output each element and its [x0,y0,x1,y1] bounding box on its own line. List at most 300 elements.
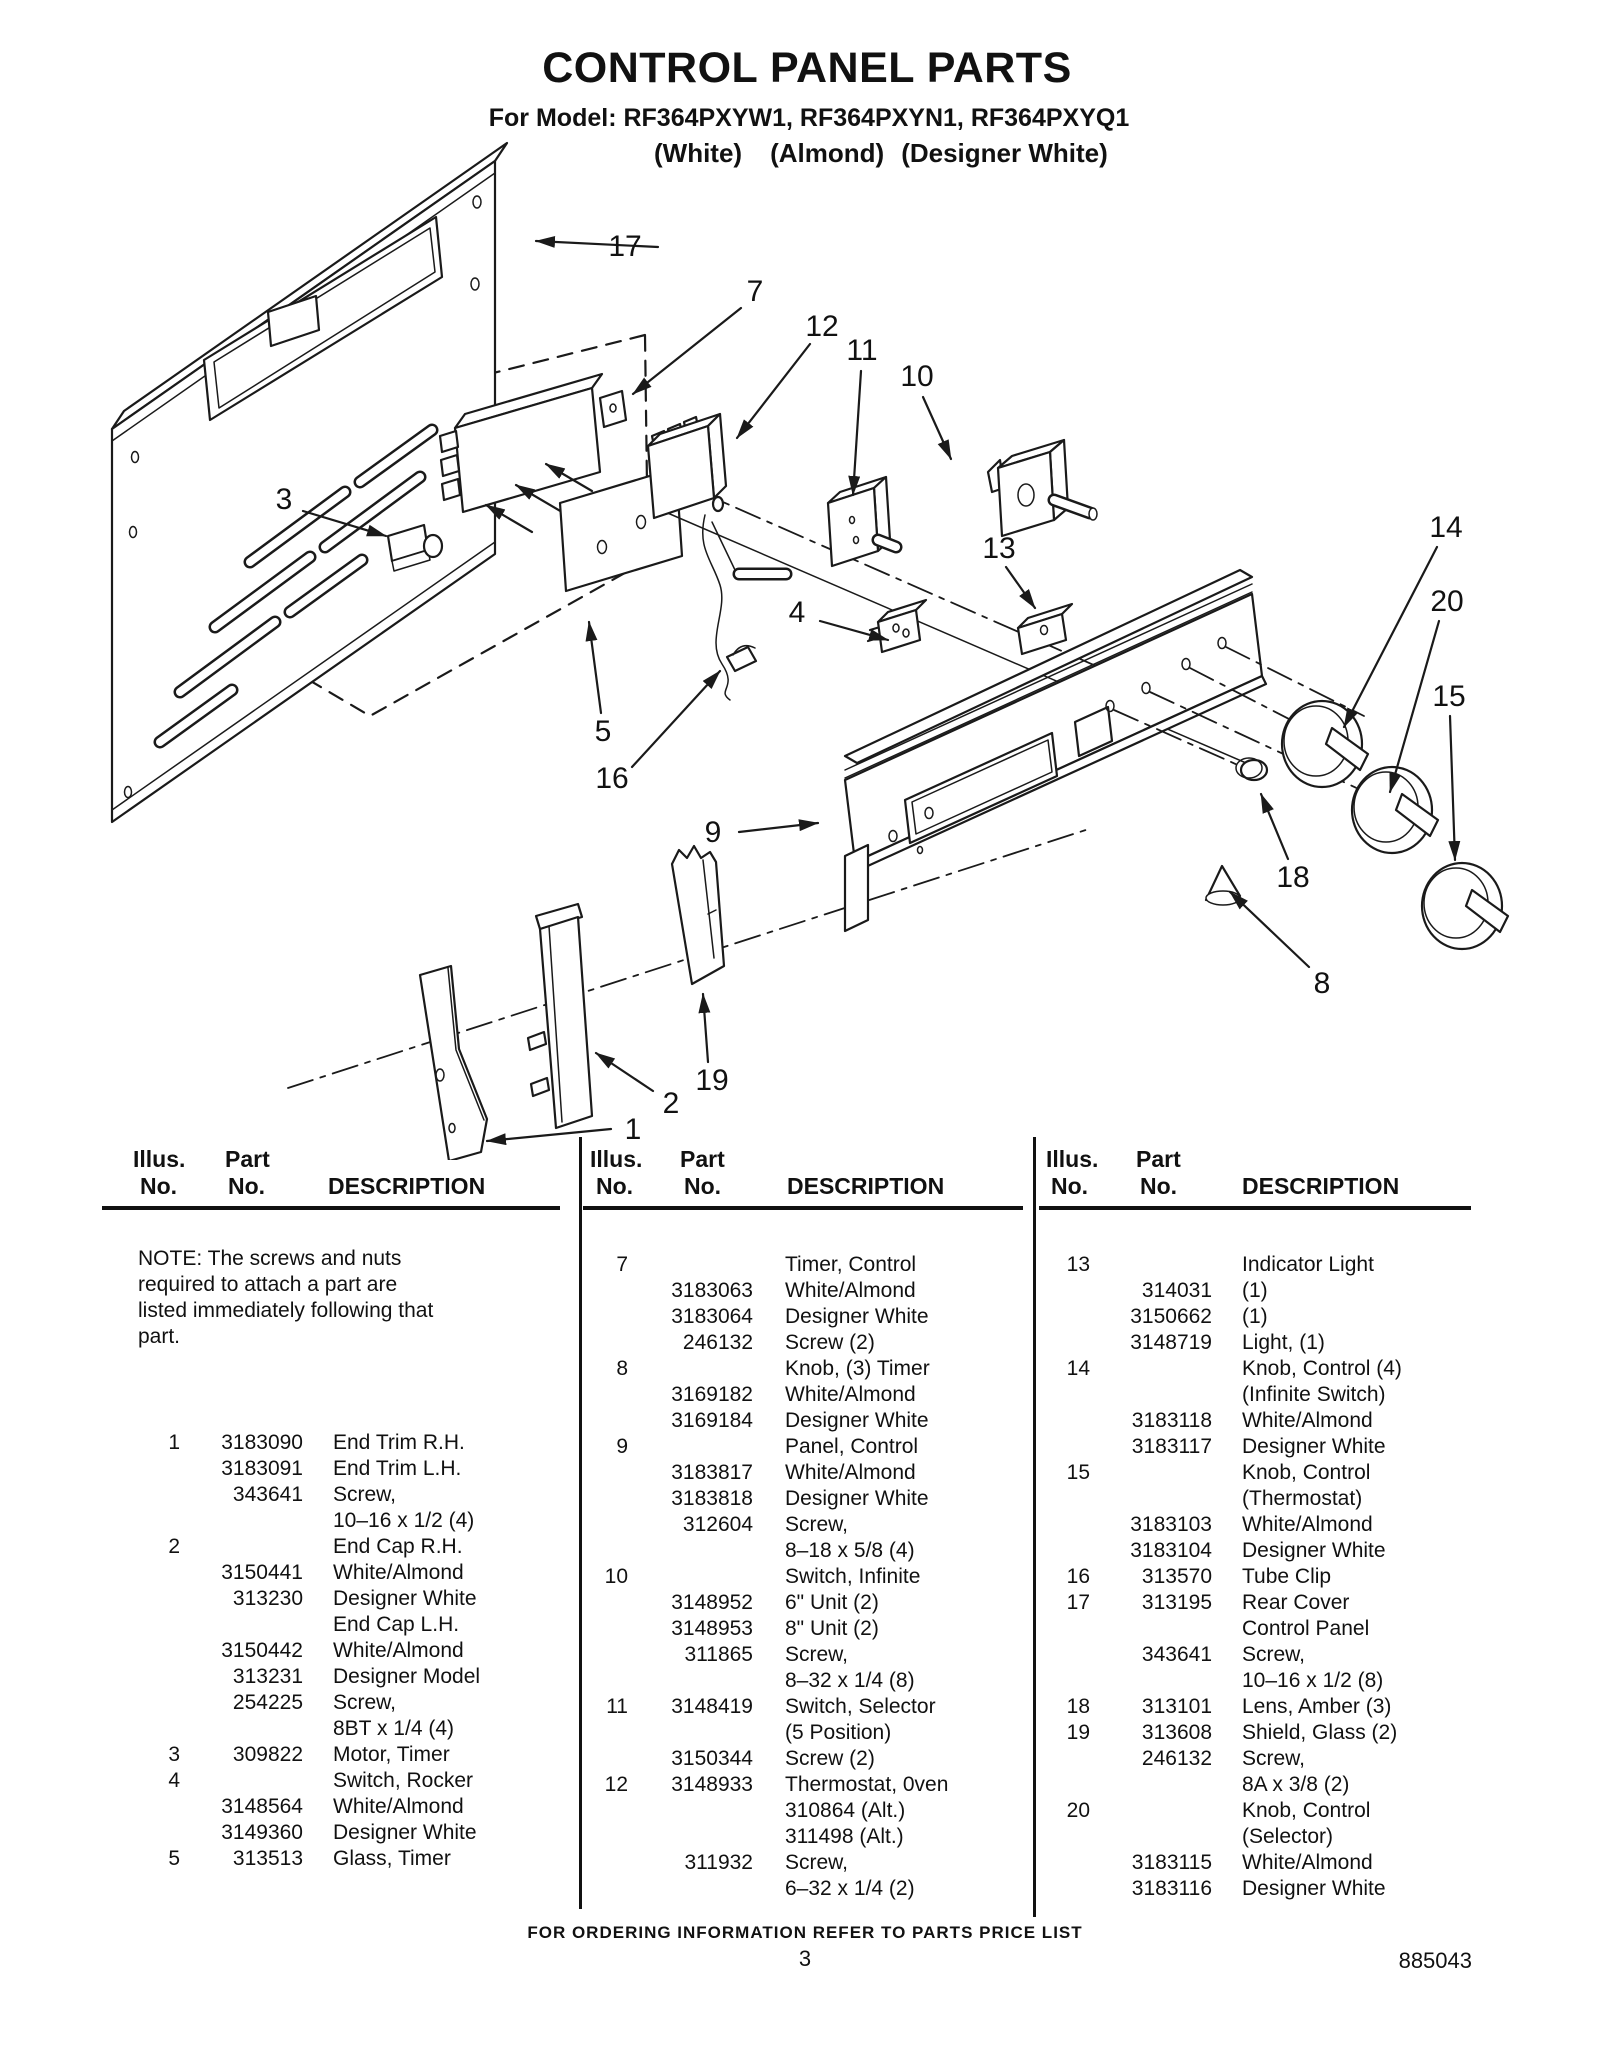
ordering-info-line: FOR ORDERING INFORMATION REFER TO PARTS PRICE LIST [527,1923,1083,1942]
table-row [1046,1590,1476,1616]
cell-description: (Selector) [1242,1825,1334,1848]
cell-description: Designer White [1242,1877,1386,1900]
header-illus: Illus. [590,1146,643,1172]
cell-illus-no [1046,1538,1090,1564]
cell-illus-no [590,1642,628,1668]
diagram-callout-number: 12 [805,310,839,343]
cell-illus-no: 10 [604,1565,628,1588]
cell-illus-no [1046,1330,1090,1356]
cell-description: 8" Unit (2) [785,1617,879,1640]
table-row [1046,1356,1476,1382]
cell-description: Screw, [785,1851,849,1874]
header-rule [102,1206,560,1210]
diagram-callout-number: 15 [1432,680,1466,713]
cell-illus-no: 15 [1066,1461,1090,1484]
table-row [1046,1512,1476,1538]
cell-part-no: 3183818 [671,1487,753,1510]
diagram-callout-number: 10 [900,360,934,393]
table-row [100,1430,562,1456]
cell-part-no [628,1538,753,1564]
table-row [1046,1486,1476,1512]
end-cap [528,904,592,1128]
cell-description: Indicator Light [1242,1253,1374,1276]
table-row [1046,1460,1476,1486]
cell-description: End Cap L.H. [333,1613,460,1636]
column-divider [579,1137,582,1909]
table-row [100,1664,562,1690]
cell-description: Designer White [785,1305,929,1328]
selector-switch [828,477,896,566]
cell-illus-no: 18 [1066,1695,1090,1718]
table-row [100,1716,562,1742]
table-row [100,1794,562,1820]
header-illus: Illus. [1046,1146,1099,1172]
table-row [1046,1408,1476,1434]
cell-description: White/Almond [333,1561,464,1584]
header-description: DESCRIPTION [787,1173,945,1199]
cell-illus-no [590,1720,628,1746]
cell-illus-no [590,1330,628,1356]
cell-description: Knob, Control (4) [1242,1357,1402,1380]
indicator-light [1018,604,1072,654]
header-rule [1039,1206,1471,1210]
cell-illus-no [590,1798,628,1824]
table-row [590,1512,1026,1538]
cell-description: White/Almond [785,1461,916,1484]
cell-illus-no: 20 [1066,1799,1090,1822]
table-row [590,1850,1026,1876]
cell-part-no: 3183817 [671,1461,753,1484]
table-row [1046,1564,1476,1590]
cell-part-no [1090,1252,1212,1278]
header-no: No. [684,1173,722,1199]
diagram-callout-number: 20 [1430,585,1464,618]
table-row [590,1538,1026,1564]
cell-part-no: 313230 [232,1587,303,1610]
cell-description: White/Almond [785,1383,916,1406]
table-row [1046,1746,1476,1772]
cell-part-no [628,1252,753,1278]
table-row [1046,1876,1476,1902]
cell-illus-no [100,1664,180,1690]
table-row [1046,1538,1476,1564]
cell-illus-no [590,1668,628,1694]
cell-illus-no [590,1746,628,1772]
cell-part-no: 3183116 [1131,1877,1212,1900]
cell-illus-no [590,1876,628,1902]
cell-description: 6–32 x 1/4 (2) [785,1877,915,1900]
cell-description: White/Almond [785,1279,916,1302]
cell-description: (5 Position) [785,1721,892,1744]
page-number: 3 [798,1946,812,1971]
cell-description: End Trim L.H. [333,1457,462,1480]
cell-description: 10–16 x 1/2 (4) [333,1509,475,1532]
cell-description: White/Almond [1242,1851,1373,1874]
cell-description: Screw, [1242,1747,1306,1770]
cell-part-no: 3148419 [671,1695,753,1718]
cell-description: Designer White [1242,1539,1386,1562]
table-row [1046,1798,1476,1824]
cell-illus-no [590,1408,628,1434]
cell-part-no [1090,1382,1212,1408]
cell-part-no: 3150441 [221,1561,303,1584]
cell-part-no [1090,1356,1212,1382]
table-row [590,1720,1026,1746]
cell-part-no: 3169182 [671,1383,753,1406]
diagram-callout-number: 1 [624,1113,642,1146]
model-numbers: For Model: RF364PXYW1, RF364PXYN1, RF364PXYQ1 [488,104,1130,132]
table-row [1046,1694,1476,1720]
table-row [100,1638,562,1664]
cell-illus-no [1046,1278,1090,1304]
cell-part-no: 313513 [232,1847,303,1870]
cell-description: Screw (2) [785,1331,875,1354]
cell-description: Motor, Timer [333,1743,450,1766]
cell-illus-no [100,1820,180,1846]
diagram-callout-number: 8 [1313,967,1331,1000]
header-description: DESCRIPTION [328,1173,486,1199]
table-row [590,1590,1026,1616]
cell-illus-no [590,1304,628,1330]
cell-description: 8–32 x 1/4 (8) [785,1669,915,1692]
color-designer-white: (Designer White) [901,138,1108,168]
cell-part-no: 3150442 [221,1639,303,1662]
cell-description: Shield, Glass (2) [1242,1721,1398,1744]
diagram-callout-number: 2 [662,1087,680,1120]
table-row [590,1564,1026,1590]
diagram-callout-number: 18 [1276,861,1310,894]
cell-description: Control Panel [1242,1617,1370,1640]
table-row [1046,1304,1476,1330]
cell-description: Designer White [333,1821,477,1844]
table-row [590,1252,1026,1278]
cell-illus-no [100,1586,180,1612]
cell-illus-no [1046,1512,1090,1538]
cell-description: White/Almond [1242,1409,1373,1432]
cell-part-no [1090,1798,1212,1824]
table-row [100,1690,562,1716]
table-row [100,1586,562,1612]
header-no: No. [1051,1173,1089,1199]
table-row [1046,1252,1476,1278]
header-illus: Illus. [133,1146,186,1172]
cell-part-no: 246132 [682,1331,753,1354]
cell-part-no: 313101 [1141,1695,1212,1718]
cell-part-no: 3169184 [671,1409,753,1432]
cell-description: Screw, [785,1643,849,1666]
cell-description: Thermostat, 0ven [785,1773,949,1796]
header-no: No. [596,1173,634,1199]
cell-part-no: 3148719 [1130,1331,1212,1354]
cell-illus-no: 16 [1066,1565,1090,1588]
cell-illus-no [1046,1850,1090,1876]
diagram-callout-number: 14 [1429,511,1463,544]
table-row [100,1612,562,1638]
cell-illus-no [590,1486,628,1512]
cell-description: Designer Model [333,1665,481,1688]
cell-description: Screw, [333,1483,397,1506]
cell-part-no: 343641 [1141,1643,1212,1666]
cell-illus-no [1046,1486,1090,1512]
cell-part-no [1090,1824,1212,1850]
cell-illus-no [1046,1304,1090,1330]
cell-part-no: 3183104 [1130,1539,1212,1562]
diagram-callout-number: 7 [746,275,764,308]
cell-description: Panel, Control [785,1435,919,1458]
cell-description: Rear Cover [1242,1591,1350,1614]
tube-clip [727,646,756,671]
timer-knob [1206,866,1240,905]
table-row [1046,1616,1476,1642]
table-row [590,1434,1026,1460]
cell-description: Switch, Rocker [333,1769,474,1792]
cell-illus-no: 1 [168,1431,180,1454]
table-row [590,1876,1026,1902]
table-row [100,1560,562,1586]
cell-illus-no: 4 [168,1769,180,1792]
cell-part-no: 3183118 [1131,1409,1212,1432]
cell-illus-no: 9 [616,1435,628,1458]
cell-description: Switch, Selector [785,1695,936,1718]
cell-description: (1) [1242,1279,1268,1302]
table-row [590,1460,1026,1486]
column-divider [1033,1137,1036,1917]
cell-description: 8A x 3/8 (2) [1242,1773,1350,1796]
cell-illus-no [1046,1616,1090,1642]
table-row [590,1330,1026,1356]
end-trim [420,966,487,1160]
cell-part-no: 309822 [232,1743,303,1766]
cell-part-no: 343641 [232,1483,303,1506]
parts-table-col1 [100,1430,562,1872]
diagram-callout-number: 4 [788,596,806,629]
cell-part-no [180,1768,303,1794]
cell-illus-no: 5 [168,1847,180,1870]
cell-description: White/Almond [333,1639,464,1662]
table-row [590,1668,1026,1694]
table-row [590,1642,1026,1668]
cell-description: 6" Unit (2) [785,1591,879,1614]
cell-part-no [1090,1668,1212,1694]
knob-thermostat [1422,863,1508,949]
cell-illus-no: 3 [168,1743,180,1766]
table-row [590,1278,1026,1304]
table-row [1046,1668,1476,1694]
cell-illus-no [1046,1408,1090,1434]
cell-part-no: 3150344 [671,1747,753,1770]
cell-description: Designer White [1242,1435,1386,1458]
table-row [100,1456,562,1482]
cell-description: Designer White [333,1587,477,1610]
table-row [1046,1330,1476,1356]
cell-illus-no: 8 [616,1357,628,1380]
cell-illus-no: 17 [1066,1591,1090,1614]
cell-part-no: 313570 [1141,1565,1212,1588]
cell-illus-no [590,1590,628,1616]
diagram-callout-number: 11 [846,334,878,367]
table-row [1046,1824,1476,1850]
cell-description: End Trim R.H. [333,1431,465,1454]
cell-illus-no [590,1382,628,1408]
cell-illus-no: 2 [168,1535,180,1558]
diagram-callout-number: 17 [608,230,642,263]
glass-shield [672,846,724,984]
cell-part-no [628,1668,753,1694]
cell-part-no [180,1612,303,1638]
table-row [590,1746,1026,1772]
table-row [590,1798,1026,1824]
cell-illus-no [590,1460,628,1486]
table-row [590,1694,1026,1720]
table-row [1046,1642,1476,1668]
cell-part-no: 311932 [684,1851,753,1874]
cell-part-no [1090,1772,1212,1798]
cell-illus-no: 7 [616,1253,628,1276]
cell-part-no [1090,1486,1212,1512]
diagram-callout-number: 5 [594,715,612,748]
cell-part-no [628,1798,753,1824]
header-description: DESCRIPTION [1242,1173,1400,1199]
cell-part-no [628,1434,753,1460]
cell-part-no: 314031 [1141,1279,1212,1302]
cell-part-no: 3148564 [221,1795,303,1818]
cell-part-no: 246132 [1141,1747,1212,1770]
header-no: No. [1140,1173,1178,1199]
cell-illus-no [590,1538,628,1564]
color-almond: (Almond) [770,138,885,168]
cell-description: Screw, [1242,1643,1306,1666]
header-part: Part [680,1146,725,1172]
cell-illus-no: 19 [1066,1721,1090,1744]
cell-part-no [628,1564,753,1590]
table-row [100,1768,562,1794]
header-part: Part [1136,1146,1181,1172]
cell-description: Knob, Control [1242,1799,1371,1822]
diagram-callout-number: 9 [704,816,722,849]
cell-illus-no [590,1616,628,1642]
rocker-switch [868,600,926,652]
table-row [590,1356,1026,1382]
table-row [1046,1772,1476,1798]
table-row [590,1304,1026,1330]
cell-part-no: 311865 [684,1643,753,1666]
cell-description: 8BT x 1/4 (4) [333,1717,454,1740]
diagram-callout-number: 19 [695,1064,729,1097]
cell-description: White/Almond [1242,1513,1373,1536]
cell-illus-no [590,1512,628,1538]
diagram-callout-number: 3 [275,483,293,516]
cell-illus-no [100,1456,180,1482]
cell-illus-no [100,1690,180,1716]
cell-part-no: 3183115 [1131,1851,1212,1874]
table-row [1046,1850,1476,1876]
cell-part-no: 3183117 [1131,1435,1212,1458]
cell-illus-no: 13 [1066,1253,1090,1276]
cell-part-no [628,1356,753,1382]
cell-part-no: 254225 [232,1691,303,1714]
cell-illus-no [1046,1668,1090,1694]
page-title: CONTROL PANEL PARTS [542,44,1072,92]
cell-part-no [180,1534,303,1560]
cell-part-no [628,1824,753,1850]
cell-description: Designer White [785,1487,929,1510]
cell-illus-no [1046,1434,1090,1460]
cell-illus-no [100,1482,180,1508]
cell-description: 311498 (Alt.) [785,1825,904,1848]
cell-description: Switch, Infinite [785,1565,921,1588]
table-row [100,1534,562,1560]
table-row [1046,1278,1476,1304]
cell-description: Designer White [785,1409,929,1432]
cell-description: Lens, Amber (3) [1242,1695,1392,1718]
cell-part-no: 3148952 [671,1591,753,1614]
cell-part-no [628,1720,753,1746]
table-row [1046,1434,1476,1460]
cell-description: 8–18 x 5/8 (4) [785,1539,915,1562]
header-part: Part [225,1146,270,1172]
cell-description: Light, (1) [1242,1331,1325,1354]
infinite-switch [988,440,1097,536]
table-row [1046,1382,1476,1408]
table-row [590,1824,1026,1850]
cell-illus-no [100,1612,180,1638]
cell-part-no: 313231 [232,1665,303,1688]
knob-infinite-switch [1282,701,1368,787]
cell-illus-no [590,1824,628,1850]
cell-illus-no [1046,1382,1090,1408]
cell-description: (Infinite Switch) [1242,1383,1386,1406]
cell-description: Screw, [333,1691,397,1714]
color-white: (White) [654,138,743,168]
cell-description: Tube Clip [1242,1565,1332,1588]
cell-illus-no [1046,1746,1090,1772]
header-no: No. [228,1173,266,1199]
cell-part-no: 3183103 [1130,1513,1212,1536]
diagram-callout-number: 16 [595,762,629,795]
cell-part-no: 3148953 [671,1617,753,1640]
cell-description: Timer, Control [785,1253,917,1276]
cell-part-no [628,1876,753,1902]
header-no: No. [140,1173,178,1199]
cell-part-no [1090,1460,1212,1486]
cell-part-no: 3148933 [671,1773,753,1796]
cell-description: (Thermostat) [1242,1487,1363,1510]
table-row [100,1508,562,1534]
cell-illus-no: 14 [1066,1357,1090,1380]
table-row [100,1482,562,1508]
table-row [100,1846,562,1872]
parts-table-col2 [590,1252,1026,1902]
table-row [590,1772,1026,1798]
table-row [590,1486,1026,1512]
cell-part-no: 313195 [1141,1591,1212,1614]
cell-description: Screw, [785,1513,849,1536]
cell-description: White/Almond [333,1795,464,1818]
table-row [590,1382,1026,1408]
cell-part-no: 3183063 [671,1279,753,1302]
cell-description: 10–16 x 1/2 (8) [1242,1669,1384,1692]
cell-illus-no [100,1638,180,1664]
cell-part-no [180,1716,303,1742]
cell-illus-no [590,1850,628,1876]
cell-illus-no: 11 [606,1695,628,1718]
cell-part-no: 3149360 [221,1821,303,1844]
table-row [100,1820,562,1846]
table-row [100,1742,562,1768]
cell-illus-no [590,1278,628,1304]
cell-description: End Cap R.H. [333,1535,463,1558]
cell-part-no: 3183064 [671,1305,753,1328]
